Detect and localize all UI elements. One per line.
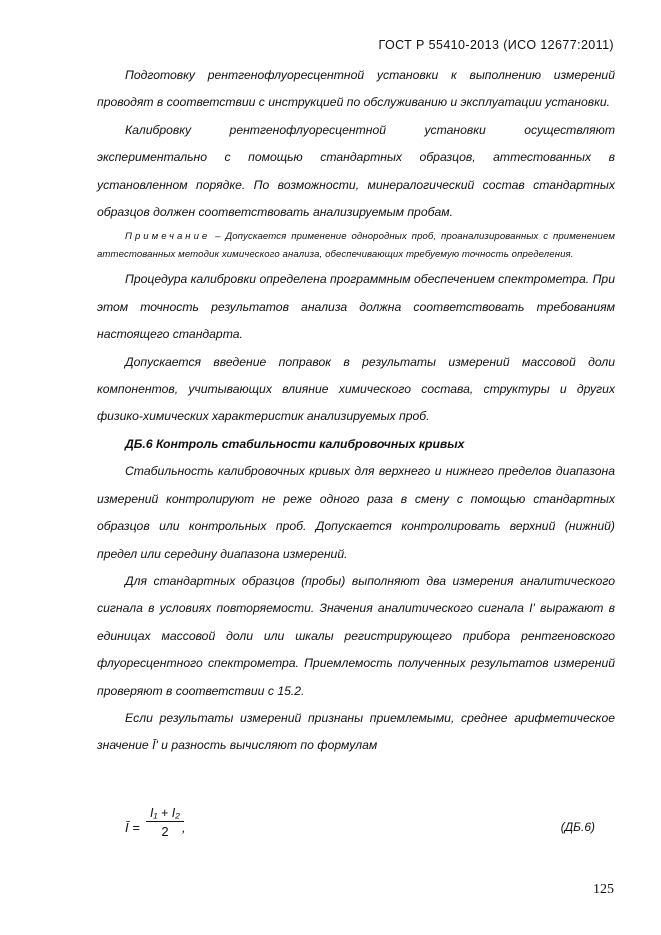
note-text: – Допускается применение однородных проб, проанализированных с применением аттестованных методик химического анализа, обеспечивающих требуемую точность определения. (97, 231, 615, 261)
section-heading: ДБ.6 Контроль стабильности калибровочных кривых (125, 436, 465, 451)
paragraph-7: Если результаты измерений признаны приемлемыми, среднее арифметическое значение Ī' и разность вычисляют по формулам (97, 710, 615, 753)
paragraph-4: Допускается введение поправок в результаты измерений массовой доли компонентов, учитывающих влияние химического состава, структуры и других физико-химических характеристик анализируемых проб. (97, 354, 615, 424)
formula-fraction (146, 806, 184, 839)
document-header: ГОСТ Р 55410-2013 (ИСО 12677:2011) (378, 38, 614, 52)
paragraph-2: Калибровку рентгенофлуоресцентной установки осуществляют экспериментально с помощью стандартных образцов, аттестованных в установленном порядке. По возможности, минералогический состав стандартных образцов должен соответствовать анализируемым пробам. (97, 122, 615, 220)
paragraph-5: Стабильность калибровочных кривых для верхнего и нижнего пределов диапазона измерений контролируют не реже одного раза в смену с помощью стандартных образцов или контрольных проб. Допускается контролировать верхний (нижний) предел или середину диапазона измерений. (97, 464, 615, 561)
note (97, 228, 615, 264)
paragraph-6: Для стандартных образцов (пробы) выполняют два измерения аналитического сигнала в условиях повторяемости. Значения аналитического сигнала I' выражают в единицах массовой доли или шкалы регистрирующего прибора рентгеновского флуоресцентного спектрометра. Приемлемость полученных результатов измерений проверяют в соответствии с 15.2. (97, 573, 615, 698)
paragraph-1: Подготовку рентгенофлуоресцентной установки к выполнению измерений проводят в соответствии с инструкцией по обслуживанию и эксплуатации установки. (97, 68, 615, 110)
formula-numerator: I₁ + I₂ (150, 806, 180, 820)
note-label: Примечание (125, 231, 211, 243)
body-text (97, 62, 615, 760)
fraction-bar (146, 821, 184, 822)
formula-tail: , (182, 820, 186, 835)
formula-lhs: Ī = (125, 820, 140, 835)
equation-number: (ДБ.6) (560, 820, 595, 834)
paragraph-3: Процедура калибровки определена программным обеспечением спектрометра. При этом точность результатов анализа должна соответствовать требованиям настоящего стандарта. (97, 272, 615, 342)
formula-denominator: 2 (161, 824, 169, 839)
formula (125, 806, 595, 854)
page-number: 125 (593, 882, 614, 897)
